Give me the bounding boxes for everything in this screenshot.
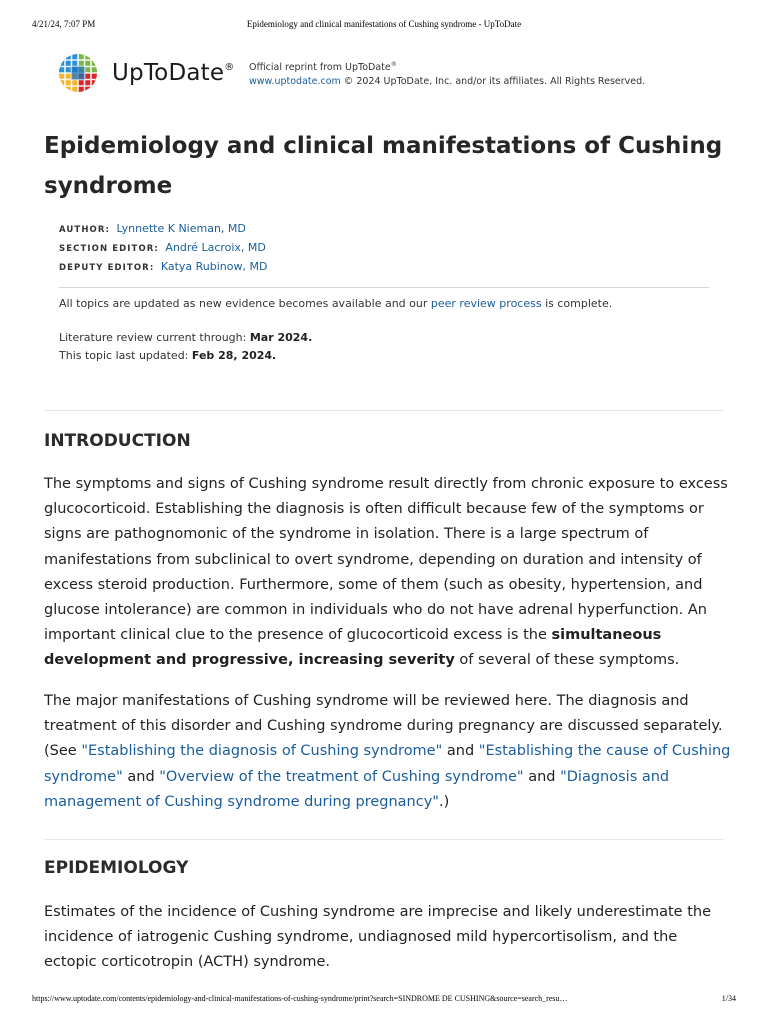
- introduction-paragraph-1: The symptoms and signs of Cushing syndrome result directly from chronic exposure to excess glucocorticoid. Establishing the diagnosis is often difficult because few of the symptoms or signs are pathognomonic of the syndrome in isolation. There is a large spectrum of manifestations from subclinical to overt syndrome, depending on duration and intensity of excess steroid production. Furthermore, some of them (such as obesity, hypertension, and glucose intolerance) are common in individuals who do not have adrenal hyperfunction. An important clinical clue to the presence of glucocorticoid excess is the simultaneous development and progressive, increasing severity of several of these symptoms.: [44, 476, 728, 669]
- introduction-heading: INTRODUCTION: [44, 431, 191, 451]
- treatment-topic-link[interactable]: "Overview of the treatment of Cushing syndrome": [159, 768, 524, 785]
- section-editor-row: SECTION EDITOR: André Lacroix, MD: [59, 241, 266, 254]
- section-editor-link[interactable]: André Lacroix, MD: [165, 241, 266, 254]
- contributors: [59, 220, 267, 277]
- epidemiology-paragraph-1: Estimates of the incidence of Cushing syndrome are imprecise and likely underestimate the incidence of iatrogenic Cushing syndrome, undiagnosed mild hypercortisolism, and the ectopic corticotropin (ACTH) syndrome.: [44, 904, 711, 971]
- uptodate-link[interactable]: www.uptodate.com: [249, 76, 341, 88]
- update-notice: All topics are updated as new evidence becomes available and our peer review process is complete.: [59, 297, 613, 310]
- last-updated-date: This topic last updated: Feb 28, 2024.: [59, 348, 277, 362]
- divider: [59, 287, 709, 288]
- reprint-notice: Official reprint from UpToDate® www.uptodate.com © 2024 UpToDate, Inc. and/or its affiliates. All Rights Reserved.: [249, 61, 646, 88]
- cause-topic-link[interactable]: "Establishing the cause of Cushing syndrome": [44, 743, 731, 785]
- diagnosis-topic-link[interactable]: "Establishing the diagnosis of Cushing syndrome": [81, 743, 443, 760]
- print-url: https://www.uptodate.com/contents/epidemiology-and-clinical-manifestations-of-cushing-syndrome/print?search=SINDROME DE CUSHING&source=search_resu…: [32, 994, 568, 1003]
- uptodate-logo-icon: [58, 53, 98, 93]
- epidemiology-heading: EPIDEMIOLOGY: [44, 858, 189, 878]
- author-row: AUTHOR: Lynnette K Nieman, MD: [59, 222, 246, 235]
- deputy-editor-row: DEPUTY EDITOR: Katya Rubinow, MD: [59, 260, 268, 273]
- introduction-paragraph-2: The major manifestations of Cushing syndrome will be reviewed here. The diagnosis and treatment of this disorder and Cushing syndrome during pregnancy are discussed separately. (See "Establishing the diagnosis of Cushing syndrome" and "Establishing the cause of Cushing syndrome" and "Overview of the treatment of Cushing syndrome" and "Diagnosis and management of Cushing syndrome during pregnancy".): [44, 693, 731, 810]
- brand[interactable]: [58, 52, 234, 94]
- literature-review-date: Literature review current through: Mar 2024.: [59, 331, 313, 344]
- peer-review-link[interactable]: peer review process: [430, 297, 542, 310]
- print-timestamp: 4/21/24, 7:07 PM: [32, 19, 96, 29]
- deputy-editor-link[interactable]: Katya Rubinow, MD: [160, 260, 268, 273]
- print-page-title: Epidemiology and clinical manifestations of Cushing syndrome - UpToDate: [246, 19, 522, 29]
- review-dates: [59, 329, 312, 364]
- section-divider: [44, 410, 724, 411]
- section-divider: [44, 839, 724, 840]
- page-number: 1/34: [721, 994, 736, 1003]
- brand-name: UpToDate®: [112, 60, 235, 86]
- pregnancy-topic-link[interactable]: "Diagnosis and management of Cushing syndrome during pregnancy": [44, 768, 670, 810]
- page-title: Epidemiology and clinical manifestations of Cushing syndrome: [44, 133, 723, 199]
- author-link[interactable]: Lynnette K Nieman, MD: [116, 222, 246, 235]
